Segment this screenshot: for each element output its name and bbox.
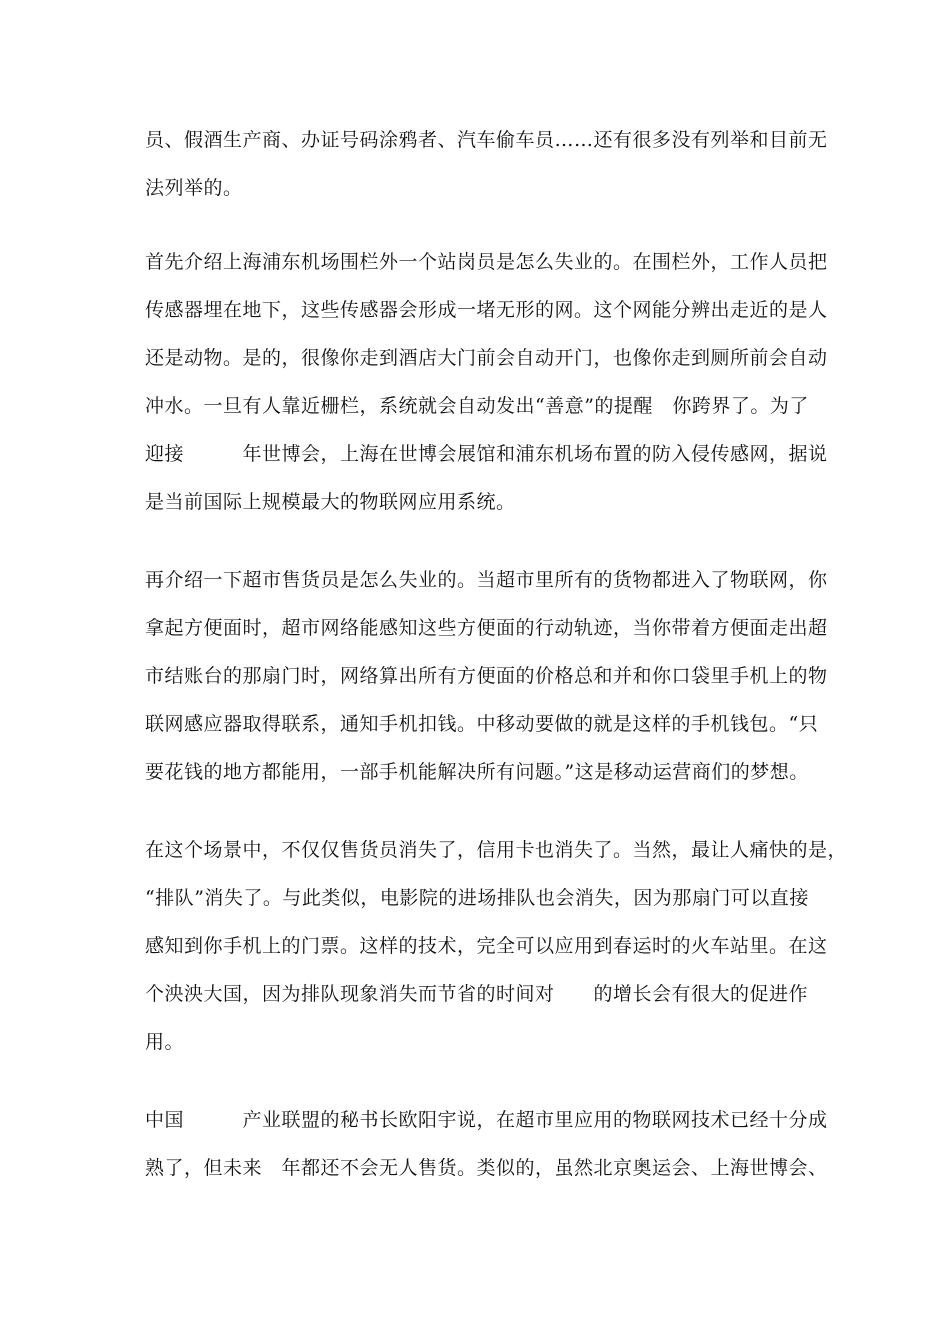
paragraph-5-line-2: 熟了，但未来 年都还不会无人售货。类似的，虽然北京奥运会、上海世博会、 bbox=[145, 1157, 828, 1179]
paragraph-2-line-6: 是当前国际上规模最大的物联网应用系统。 bbox=[145, 491, 516, 513]
paragraph-2-line-4: 冲水。一旦有人靠近栅栏，系统就会自动发出“善意”的提醒 你跨界了。为了 bbox=[145, 395, 809, 417]
paragraph-3-line-4: 联网感应器取得联系，通知手机扣钱。中移动要做的就是这样的手机钱包。“只 bbox=[145, 713, 819, 735]
paragraph-1-line-1: 员、假酒生产商、办证号码涂鸦者、汽车偷车员……还有很多没有列举和目前无 bbox=[145, 129, 828, 151]
paragraph-3-line-2: 拿起方便面时，超市网络能感知这些方便面的行动轨迹，当你带着方便面走出超 bbox=[145, 617, 828, 639]
paragraph-2-line-2: 传感器埋在地下，这些传感器会形成一堵无形的网。这个网能分辨出走近的是人 bbox=[145, 299, 828, 321]
paragraph-4-line-5: 用。 bbox=[145, 1031, 185, 1053]
paragraph-3-line-5: 要花钱的地方都能用，一部手机能解决所有问题。”这是移动运营商们的梦想。 bbox=[145, 761, 809, 783]
paragraph-3-line-1: 再介绍一下超市售货员是怎么失业的。当超市里所有的货物都进入了物联网，你 bbox=[145, 569, 828, 591]
paragraph-3-line-3: 市结账台的那扇门时，网络算出所有方便面的价格总和并和你口袋里手机上的物 bbox=[145, 665, 828, 687]
paragraph-4-line-2: “排队”消失了。与此类似，电影院的进场排队也会消失，因为那扇门可以直接 bbox=[145, 887, 809, 909]
paragraph-4-line-4: 个泱泱大国，因为排队现象消失而节省的时间对 的增长会有很大的促进作 bbox=[145, 983, 809, 1005]
paragraph-4-line-1: 在这个场景中，不仅仅售货员消失了，信用卡也消失了。当然，最让人痛快的是， bbox=[145, 839, 848, 861]
paragraph-1-line-2: 法列举的。 bbox=[145, 177, 243, 199]
paragraph-2-line-3: 还是动物。是的，很像你走到酒店大门前会自动开门，也像你走到厕所前会自动 bbox=[145, 347, 828, 369]
paragraph-4-line-3: 感知到你手机上的门票。这样的技术，完全可以应用到春运时的火车站里。在这 bbox=[145, 935, 828, 957]
paragraph-5-line-1: 中国 产业联盟的秘书长欧阳宇说，在超市里应用的物联网技术已经十分成 bbox=[145, 1109, 828, 1131]
paragraph-2-line-1: 首先介绍上海浦东机场围栏外一个站岗员是怎么失业的。在围栏外，工作人员把 bbox=[145, 251, 828, 273]
paragraph-2-line-5: 迎接 年世博会，上海在世博会展馆和浦东机场布置的防入侵传感网，据说 bbox=[145, 443, 828, 465]
